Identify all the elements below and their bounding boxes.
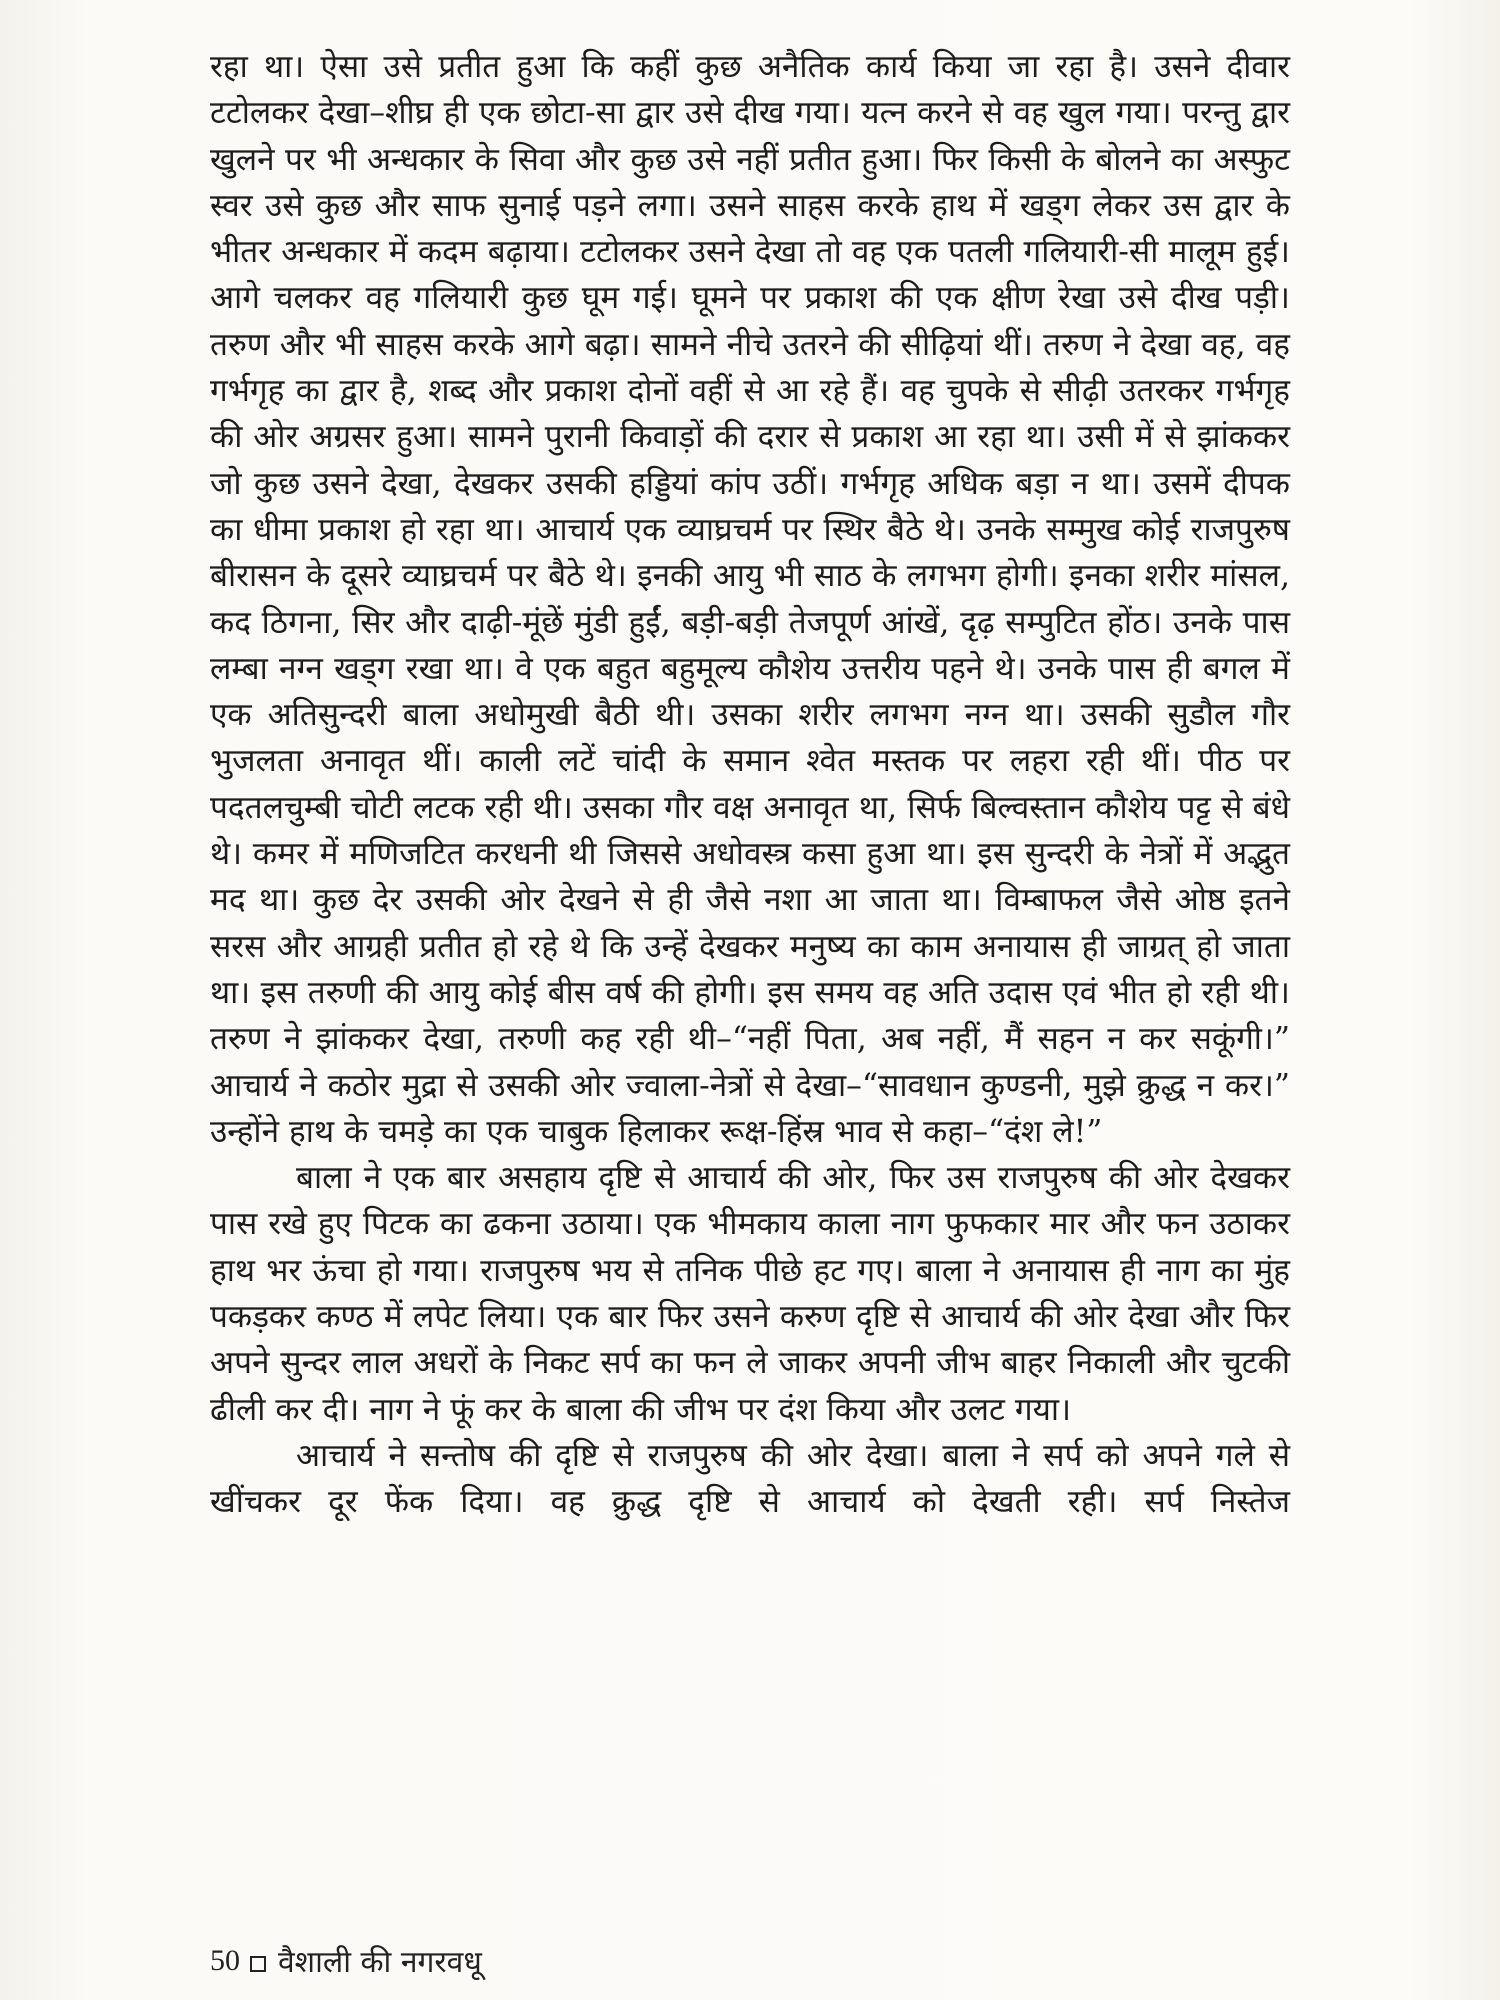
page-footer: [210, 1940, 482, 1981]
running-book-title: वैशाली की नगरवधू: [278, 1945, 482, 1980]
paragraph-2: बाला ने एक बार असहाय दृष्टि से आचार्य की ओर, फिर उस राजपुरुष की ओर देखकर पास रखे हुए पिटक का ढकना उठाया। एक भीमकाय काला नाग फुफकार मार और फन उठाकर हाथ भर ऊंचा हो गया। राजपुरुष भय से तनिक पीछे हट गए। बाला ने अनायास ही नाग का मुंह पकड़कर कण्ठ में लपेट लिया। एक बार फिर उसने करुण दृष्टि से आचार्य की ओर देखा और फिर अपने सुन्दर लाल अधरों के निकट सर्प का फन ले जाकर अपनी जीभ बाहर निकाली और चुटकी ढीली कर दी। नाग ने फूं कर के बाला की जीभ पर दंश किया और उलट गया।: [210, 1160, 1291, 1428]
paragraph-3: आचार्य ने सन्तोष की दृष्टि से राजपुरुष की ओर देखा। बाला ने सर्प को अपने गले से खींचकर दूर फेंक दिया। वह क्रुद्ध दृष्टि से आचार्य को देखती रही। सर्प निस्तेज: [210, 1437, 1290, 1521]
page-number: 50: [210, 1943, 240, 1977]
square-separator-icon: [250, 1956, 266, 1972]
paragraph-1: रहा था। ऐसा उसे प्रतीत हुआ कि कहीं कुछ अनैतिक कार्य किया जा रहा है। उसने दीवार टटोलकर देखा–शीघ्र ही एक छोटा-सा द्वार उसे दीख गया। यत्न करने से वह खुल गया। परन्तु द्वार खुलने पर भी अन्धकार के सिवा और कुछ उसे नहीं प्रतीत हुआ। फिर किसी के बोलने का अस्फुट स्वर उसे कुछ और साफ सुनाई पड़ने लगा। उसने साहस करके हाथ में खड्ग लेकर उस द्वार के भीतर अन्धकार में कदम बढ़ाया। टटोलकर उसने देखा तो वह एक पतली गलियारी-सी मालूम हुई। आगे चलकर वह गलियारी कुछ घूम गई। घूमने पर प्रकाश की एक क्षीण रेखा उसे दीख पड़ी। तरुण और भी साहस करके आगे बढ़ा। सामने नीचे उतरने की सीढ़ियां थीं। तरुण ने देखा वह, वह गर्भगृह का द्वार है, शब्द और प्रकाश दोनों वहीं से आ रहे हैं। वह चुपके से सीढ़ी उतरकर गर्भगृह की ओर अग्रसर हुआ। सामने पुरानी किवाड़ों की दरार से प्रकाश आ रहा था। उसी में से झांककर जो कुछ उसने देखा, देखकर उसकी हड्डियां कांप उठीं। गर्भगृह अधिक बड़ा न था। उसमें दीपक का धीमा प्रकाश हो रहा था। आचार्य एक व्याघ्रचर्म पर स्थिर बैठे थे। उनके सम्मुख कोई राजपुरुष बीरासन के दूसरे व्याघ्रचर्म पर बैठे थे। इनकी आयु भी साठ के लगभग होगी। इनका शरीर मांसल, कद ठिगना, सिर और दाढ़ी-मूंछें मुंडी हुईं, बड़ी-बड़ी तेजपूर्ण आंखें, दृढ़ सम्पुटित होंठ। उनके पास लम्बा नग्न खड्ग रखा था। वे एक बहुत बहुमूल्य कौशेय उत्तरीय पहने थे। उनके पास ही बगल में एक अतिसुन्दरी बाला अधोमुखी बैठी थी। उसका शरीर लगभग नग्न था। उसकी सुडौल गौर भुजलता अनावृत थीं। काली लटें चांदी के समान श्वेत मस्तक पर लहरा रही थीं। पीठ पर पदतलचुम्बी चोटी लटक रही थी। उसका गौर वक्ष अनावृत था, सिर्फ बिल्वस्तान कौशेय पट्ट से बंधे थे। कमर में मणिजटित करधनी थी जिससे अधोवस्त्र कसा हुआ था। इस सुन्दरी के नेत्रों में अद्भुत मद था। कुछ देर उसकी ओर देखने से ही जैसे नशा आ जाता था। विम्बाफल जैसे ओष्ठ इतने सरस और आग्रही प्रतीत हो रहे थे कि उन्हें देखकर मनुष्य का काम अनायास ही जाग्रत् हो जाता था। इस तरुणी की आयु कोई बीस वर्ष की होगी। इस समय वह अति उदास एवं भीत हो रही थी। तरुण ने झांककर देखा, तरुणी कह रही थी–“नहीं पिता, अब नहीं, मैं सहन न कर सकूंगी।” आचार्य ने कठोर मुद्रा से उसकी ओर ज्वाला-नेत्रों से देखा–“सावधान कुण्डनी, मुझे क्रुद्ध न कर।” उन्होंने हाथ के चमड़े का एक चाबुक हिलाकर रूक्ष-हिंस्र भाव से कहा–“दंश ले!”: [210, 49, 1290, 1150]
body-text: [210, 44, 1290, 1526]
